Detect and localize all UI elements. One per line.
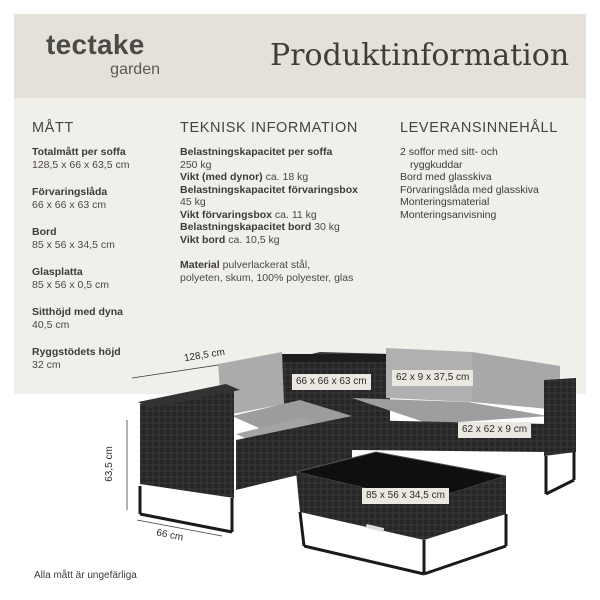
teknisk-label: Belastningskapacitet förvaringsbox [180, 183, 358, 196]
leverans-item: Bord med glasskiva [400, 171, 492, 183]
matt-value: 85 x 56 x 0,5 cm [32, 278, 110, 291]
leverans-item: ryggkuddar [410, 158, 463, 171]
leverans-item: Monteringsanvisning [400, 208, 497, 221]
teknisk-value: 30 kg [314, 221, 340, 233]
teknisk-label: Belastningskapacitet per soffa [180, 146, 333, 158]
matt-label: Bord [32, 226, 57, 238]
matt-value: 40,5 cm [32, 318, 70, 331]
teknisk-label: Belastningskapacitet bord [180, 221, 312, 233]
label-back-cushion: 62 x 9 x 37,5 cm [392, 370, 473, 386]
label-height: 63,5 cm [103, 446, 115, 482]
right-sofa-arm [544, 378, 576, 456]
matt-value: 66 x 66 x 63 cm [32, 198, 107, 211]
leverans-item: Monteringsmaterial [400, 196, 490, 208]
material-value: pulverlackerat stål, [222, 259, 311, 271]
label-box-dimensions: 66 x 66 x 63 cm [292, 374, 371, 390]
matt-label: Glasplatta [32, 266, 83, 278]
footnote: Alla mått är ungefärliga [34, 570, 137, 581]
label-sofa-length: 128,5 cm [183, 346, 226, 365]
logo-text: tectake [46, 29, 145, 60]
teknisk-value: ca. 11 kg [274, 208, 317, 221]
matt-label: Förvaringslåda [32, 186, 108, 198]
teknisk-label: Vikt bord [180, 233, 226, 246]
matt-value: 128,5 x 66 x 63,5 cm [32, 158, 130, 171]
label-seat-cushion: 62 x 62 x 9 cm [458, 422, 531, 438]
teknisk-value: ca. 10,5 kg [228, 233, 280, 246]
section-title-teknisk: TEKNISK INFORMATION [180, 120, 358, 136]
matt-value: 32 cm [32, 358, 61, 371]
leverans-item: 2 soffor med sitt- och [400, 146, 498, 158]
teknisk-label: Vikt (med dynor) [180, 171, 263, 183]
section-title-leverans: LEVERANSINNEHÅLL [400, 120, 558, 136]
logo-subtext: garden [110, 61, 160, 78]
label-depth: 66 cm [155, 527, 185, 544]
coffee-table [296, 452, 506, 574]
section-title-matt: MÅTT [32, 120, 74, 136]
label-table-dimensions: 85 x 56 x 34,5 cm [362, 488, 449, 504]
material-label: Material [180, 259, 220, 271]
matt-value: 85 x 56 x 34,5 cm [32, 238, 115, 251]
teknisk-value: ca. 18 kg [265, 171, 309, 183]
teknisk-value: 250 kg [180, 158, 212, 171]
leverans-item: Förvaringslåda med glasskiva [400, 183, 539, 196]
page-title: Produktinformation [270, 38, 570, 73]
teknisk-value: 45 kg [180, 196, 206, 208]
matt-label: Ryggstödets höjd [32, 346, 121, 358]
teknisk-label: Vikt förvaringsbox [180, 208, 272, 221]
material-value-2: polyeten, skum, 100% polyester, glas [180, 271, 354, 284]
matt-label: Totalmått per soffa [32, 146, 126, 158]
matt-label: Sitthöjd med dyna [32, 306, 124, 318]
